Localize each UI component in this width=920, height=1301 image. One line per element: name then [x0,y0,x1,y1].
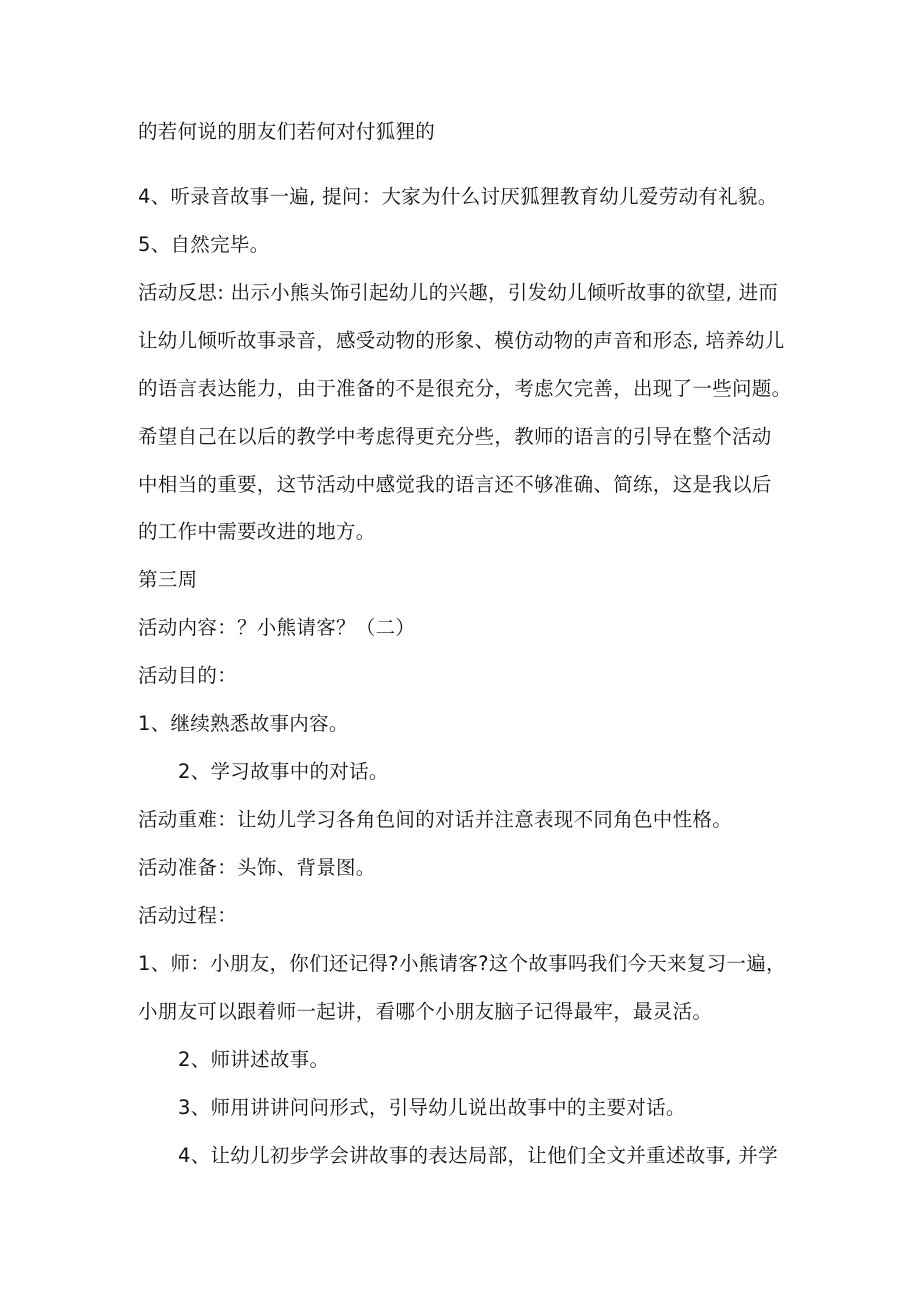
goal-item-1: 1、继续熟悉故事内容。 [138,712,349,735]
process-item-3: 3、师用讲讲问问形式，引导幼儿说出故事中的主要对话。 [178,1096,686,1119]
activity-preparation: 活动准备：头饰、背景图。 [138,856,376,879]
text-line-8: 中相当的重要，这节活动中感觉我的语言还不够准确、简练，这是我以后 [138,473,772,496]
process-item-1: 1、师：小朋友，你们还记得?小熊请客?这个故事吗我们今天来复习一遍， [138,952,786,975]
activity-goal-heading: 活动目的： [138,664,238,687]
text-line-9: 的工作中需要改进的地方。 [138,520,376,543]
text-line-7: 希望自己在以后的教学中考虑得更充分些，教师的语言的引导在整个活动 [138,425,772,448]
activity-process-heading: 活动过程： [138,904,238,927]
text-line-2: 4、听录音故事一遍, 提问：大家为什么讨厌狐狸教育幼儿爱劳动有礼貌。 [138,185,778,208]
text-line-6: 的语言表达能力，由于准备的不是很充分，考虑欠完善，出现了一些问题。 [138,377,792,400]
goal-item-2: 2、学习故事中的对话。 [178,760,389,783]
process-item-2: 2、师讲述故事。 [178,1048,330,1071]
text-line-5: 让幼儿倾听故事录音，感受动物的形象、模仿动物的声音和形态, 培养幼儿 [138,329,785,352]
text-line-4: 活动反思: 出示小熊头饰引起幼儿的兴趣，引发幼儿倾听故事的欲望, 进而 [138,281,779,304]
process-item-4: 4、让幼儿初步学会讲故事的表达局部，让他们全文并重述故事, 并学 [178,1144,778,1167]
activity-content: 活动内容：？小熊请客？（二） [138,616,416,639]
text-line-1: 的若何说的朋友们若何对付狐狸的 [138,120,436,143]
text-line-3: 5、自然完毕。 [138,233,270,256]
activity-difficulty: 活动重难：让幼儿学习各角色间的对话并注意表现不同角色中性格。 [138,808,733,831]
week-heading: 第三周 [138,568,198,591]
process-item-1-cont: 小朋友可以跟着师一起讲，看哪个小朋友脑子记得最牢，最灵活。 [138,1000,713,1023]
